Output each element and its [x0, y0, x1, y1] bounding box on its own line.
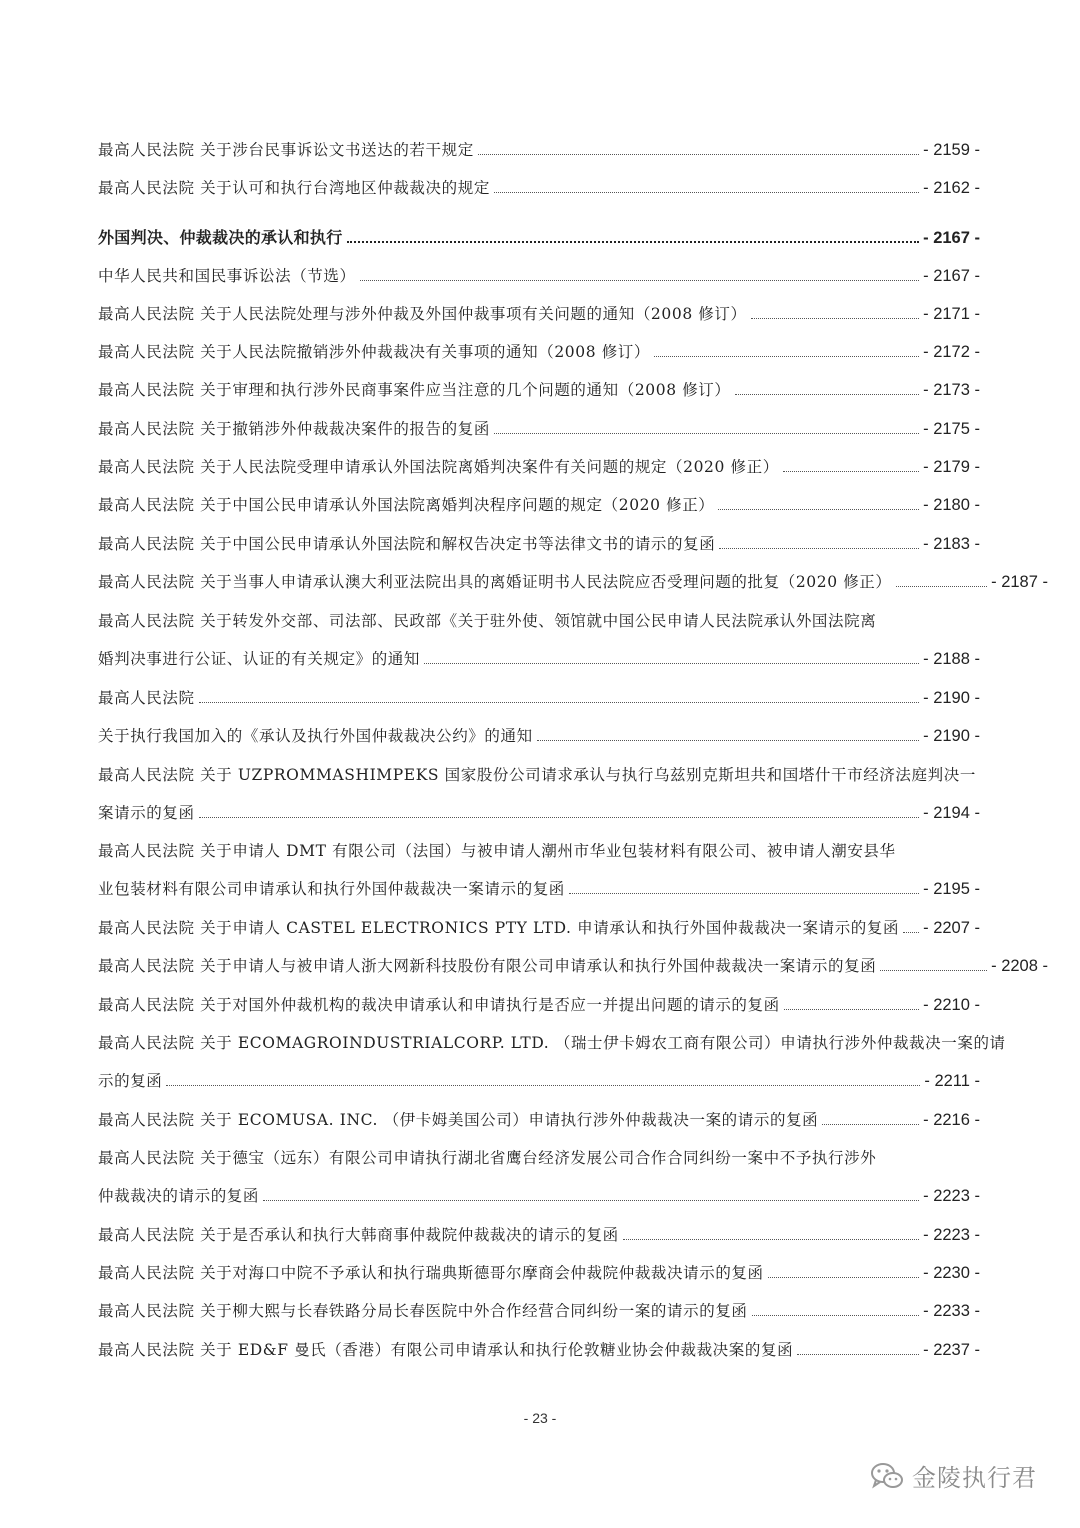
toc-entry[interactable]	[98, 264, 980, 294]
leader-dots	[654, 356, 919, 357]
toc-entry[interactable]	[98, 1223, 980, 1253]
entry-title: 最高人民法院 关于柳大熙与长春铁路分局长春医院中外合作经营合同纠纷一案的请示的复函	[98, 1302, 748, 1320]
leader-dots	[347, 241, 920, 243]
watermark	[870, 1458, 1037, 1493]
leader-dots	[896, 586, 988, 587]
page-number: - 2159 -	[923, 141, 980, 159]
page-number: - 2190 -	[923, 727, 980, 745]
toc-entry[interactable]	[98, 455, 980, 485]
leader-dots	[263, 1200, 919, 1201]
entry-title: 最高人民法院 关于对国外仲裁机构的裁决申请承认和申请执行是否应一并提出问题的请示的复函	[98, 996, 780, 1014]
entry-title: 最高人民法院 关于认可和执行台湾地区仲裁裁决的规定	[98, 179, 490, 197]
leader-dots	[494, 433, 919, 434]
leader-dots	[569, 893, 919, 894]
leader-dots	[719, 548, 919, 549]
leader-dots	[822, 1124, 919, 1125]
toc-entry[interactable]	[98, 609, 980, 677]
entry-title-continued: 业包装材料有限公司申请承认和执行外国仲裁裁决一案请示的复函	[98, 880, 565, 898]
page-number: - 2195 -	[923, 880, 980, 898]
page-number: - 2179 -	[923, 458, 980, 476]
entry-title: 最高人民法院 关于 ED&F 曼氏（香港）有限公司申请承认和执行伦敦糖业协会仲裁裁决案的复函	[98, 1341, 794, 1359]
leader-dots	[783, 471, 919, 472]
entry-title: 最高人民法院 关于德宝（远东）有限公司申请执行湖北省鹰台经济发展公司合作合同纠纷一案中不予执行涉外	[98, 1149, 877, 1167]
toc-entry[interactable]	[98, 138, 980, 168]
entry-title: 最高人民法院 关于中国公民申请承认外国法院和解权告决定书等法律文书的请示的复函	[98, 535, 716, 553]
page-number: - 2171 -	[923, 305, 980, 323]
entry-title: 最高人民法院 关于申请人 CASTEL ELECTRONICS PTY LTD. 申请承认和执行外国仲裁裁决一案请示的复函	[98, 919, 900, 937]
page-number: - 2194 -	[923, 804, 980, 822]
entry-title-continued: 仲裁裁决的请示的复函	[98, 1187, 260, 1205]
page-number: - 2210 -	[923, 996, 980, 1014]
toc-entry[interactable]	[98, 417, 980, 447]
page-number: - 2208 -	[991, 957, 1048, 975]
toc-entry[interactable]	[98, 1299, 980, 1329]
leader-dots	[360, 280, 920, 281]
page-number: - 2172 -	[923, 343, 980, 361]
page-number: - 2187 -	[991, 573, 1048, 591]
toc-entry[interactable]	[98, 176, 980, 206]
toc-entry[interactable]	[98, 493, 980, 523]
entry-title: 最高人民法院 关于审理和执行涉外民商事案件应当注意的几个问题的通知（2008 修订）	[98, 381, 731, 399]
entry-title-continued: 案请示的复函	[98, 804, 195, 822]
toc-entry[interactable]	[98, 686, 980, 716]
entry-title: 中华人民共和国民事诉讼法（节选）	[98, 267, 356, 285]
leader-dots	[494, 192, 919, 193]
page-footer-number: - 23 -	[523, 1410, 557, 1426]
leader-dots	[718, 509, 919, 510]
toc-entry[interactable]	[98, 378, 980, 408]
entry-title: 最高人民法院 关于 ECOMAGROINDUSTRIALCORP. LTD. （瑞士伊卡姆农工商有限公司）申请执行涉外仲裁裁决一案的请	[98, 1034, 1006, 1052]
leader-dots	[797, 1354, 919, 1355]
toc-entry[interactable]	[98, 993, 980, 1023]
watermark-text: 金陵执行君	[912, 1464, 1037, 1492]
page-number: - 2180 -	[923, 496, 980, 514]
toc-entry[interactable]	[98, 916, 980, 946]
leader-dots	[166, 1085, 920, 1086]
page-number: - 2162 -	[923, 179, 980, 197]
entry-title: 最高人民法院 关于中国公民申请承认外国法院离婚判决程序问题的规定（2020 修正）	[98, 496, 715, 514]
entry-title: 最高人民法院 关于对海口中院不予承认和执行瑞典斯德哥尔摩商会仲裁院仲裁裁决请示的复函	[98, 1264, 764, 1282]
leader-dots	[751, 318, 920, 319]
leader-dots	[768, 1277, 919, 1278]
entry-title: 最高人民法院 关于申请人 DMT 有限公司（法国）与被申请人潮州市华业包装材料有限公司、被申请人潮安县华	[98, 842, 896, 860]
page-number: - 2223 -	[923, 1187, 980, 1205]
toc-entry[interactable]	[98, 1108, 980, 1138]
page-number: - 2190 -	[923, 689, 980, 707]
leader-dots	[537, 740, 919, 741]
entry-title-continued: 示的复函	[98, 1072, 163, 1090]
leader-dots	[784, 1009, 919, 1010]
leader-dots	[199, 817, 920, 818]
toc-entry[interactable]	[98, 1031, 1006, 1099]
toc-entry[interactable]	[98, 839, 980, 907]
leader-dots	[903, 932, 919, 933]
entry-title: 最高人民法院 关于人民法院受理申请承认外国法院离婚判决案件有关问题的规定（2020 修正）	[98, 458, 779, 476]
page-number: - 2188 -	[923, 650, 980, 668]
leader-dots	[752, 1315, 920, 1316]
leader-dots	[424, 663, 919, 664]
page-number: - 2173 -	[923, 381, 980, 399]
entry-title: 最高人民法院 关于申请人与被申请人浙大网新科技股份有限公司申请承认和执行外国仲裁裁决一案请示的复函	[98, 957, 877, 975]
entry-title-continued: 婚判决事进行公证、认证的有关规定》的通知	[98, 650, 421, 668]
toc-entry[interactable]	[98, 1146, 980, 1214]
page-number: - 2230 -	[923, 1264, 980, 1282]
leader-dots	[623, 1239, 919, 1240]
leader-dots	[478, 154, 919, 155]
entry-title: 关于执行我国加入的《承认及执行外国仲裁裁决公约》的通知	[98, 727, 533, 745]
page-number: - 2167 -	[923, 229, 980, 247]
toc-entry[interactable]	[98, 763, 980, 831]
page-number: - 2237 -	[923, 1341, 980, 1359]
page-number: - 2223 -	[923, 1226, 980, 1244]
toc-entry[interactable]	[98, 1338, 980, 1368]
page-number: - 2167 -	[923, 267, 980, 285]
entry-title: 最高人民法院 关于转发外交部、司法部、民政部《关于驻外使、领馆就中国公民申请人民法院承认外国法院离	[98, 612, 877, 630]
toc-entry[interactable]	[98, 570, 1048, 600]
toc-entry[interactable]	[98, 1261, 980, 1291]
page-number: - 2183 -	[923, 535, 980, 553]
entry-title: 最高人民法院 关于 UZPROMMASHIMPEKS 国家股份公司请求承认与执行乌兹别克斯坦共和国塔什干市经济法庭判决一	[98, 766, 976, 784]
toc-entry[interactable]	[98, 302, 980, 332]
entry-title: 最高人民法院 关于涉台民事诉讼文书送达的若干规定	[98, 141, 474, 159]
toc-entry[interactable]	[98, 724, 980, 754]
page-number: - 2233 -	[923, 1302, 980, 1320]
toc-entry[interactable]	[98, 340, 980, 370]
entry-title: 最高人民法院 关于撤销涉外仲裁裁决案件的报告的复函	[98, 420, 490, 438]
leader-dots	[735, 394, 920, 395]
page-number: - 2216 -	[923, 1111, 980, 1129]
leader-dots	[199, 702, 920, 703]
toc-entry[interactable]	[98, 954, 1048, 984]
section-title: 外国判决、仲裁裁决的承认和执行	[98, 228, 343, 247]
page-number: - 2211 -	[924, 1072, 980, 1090]
page-number: - 2175 -	[923, 420, 980, 438]
wechat-icon	[870, 1461, 904, 1491]
entry-title: 最高人民法院 关于当事人申请承认澳大利亚法院出具的离婚证明书人民法院应否受理问题的批复（2020 修正）	[98, 573, 892, 591]
leader-dots	[880, 970, 987, 971]
toc-section-heading[interactable]	[98, 225, 980, 255]
entry-title: 最高人民法院 关于 ECOMUSA. INC. （伊卡姆美国公司）申请执行涉外仲裁裁决一案的请示的复函	[98, 1111, 819, 1129]
entry-title: 最高人民法院	[98, 689, 195, 707]
page-number: - 2207 -	[923, 919, 980, 937]
entry-title: 最高人民法院 关于是否承认和执行大韩商事仲裁院仲裁裁决的请示的复函	[98, 1226, 619, 1244]
toc-entry[interactable]	[98, 532, 980, 562]
entry-title: 最高人民法院 关于人民法院撤销涉外仲裁裁决有关事项的通知（2008 修订）	[98, 343, 651, 361]
entry-title: 最高人民法院 关于人民法院处理与涉外仲裁及外国仲裁事项有关问题的通知（2008 修订）	[98, 305, 747, 323]
